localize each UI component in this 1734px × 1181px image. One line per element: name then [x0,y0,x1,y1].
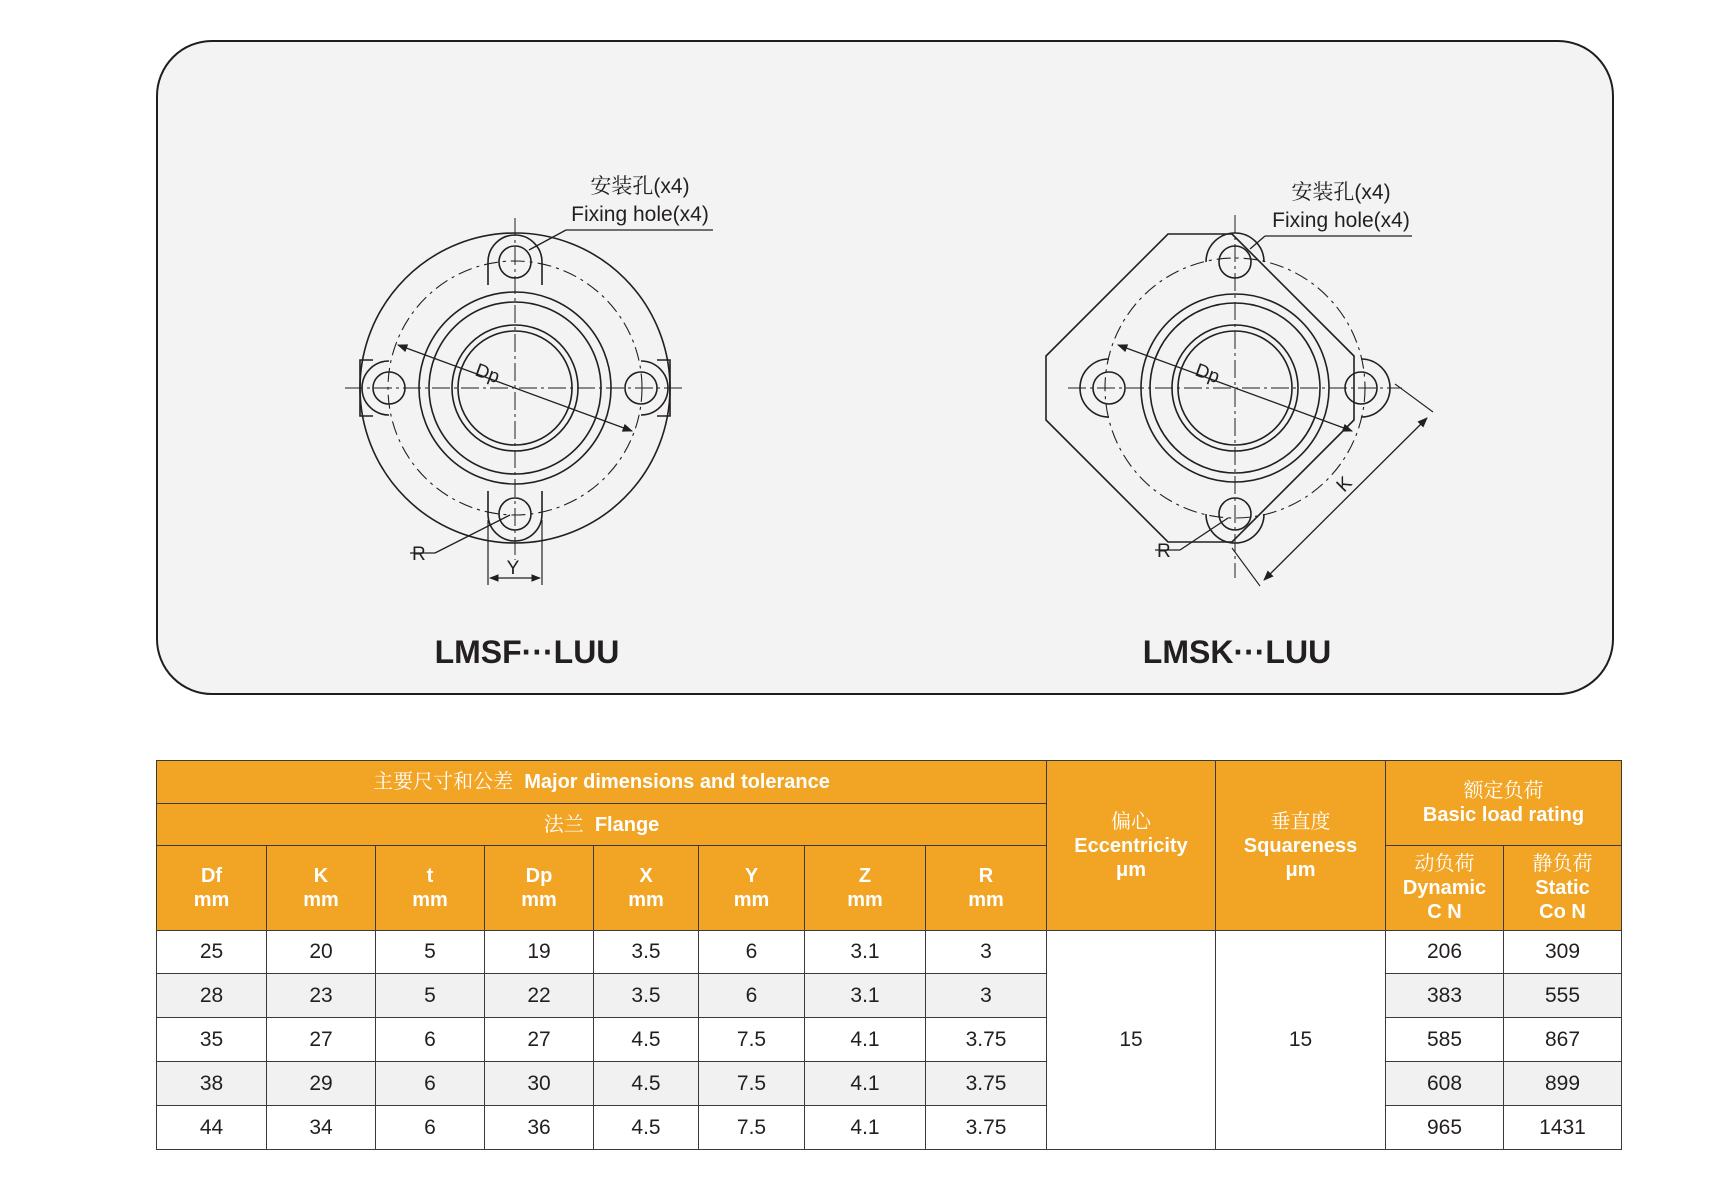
col-header-t: t mm [376,846,485,931]
lmsf-callout-en: Fixing hole(x4) [571,203,709,226]
lmsf-callout-cn: 安装孔(x4) [590,175,690,198]
col-header-y: Y mm [699,846,805,931]
lmsf-dim-dp: Dp [472,359,503,389]
lmsk-drawing [1046,215,1433,586]
col-header-df: Df mm [157,846,267,931]
squareness-header: 垂直度 Squareness μm [1216,761,1386,931]
spec-table [156,760,1622,1150]
lmsk-model-label: LMSK···LUU [1142,634,1332,670]
eccentricity-value: 15 [1047,931,1216,1150]
squareness-value: 15 [1216,931,1386,1150]
lmsk-dim-k: K [1332,472,1357,497]
lmsk-callout-en: Fixing hole(x4) [1272,209,1410,232]
table-row: 44 34 6 36 4.5 7.5 4.1 3.75 965 1431 [157,1106,1622,1150]
lmsf-drawing [345,218,713,585]
table-row: 38 29 6 30 4.5 7.5 4.1 3.75 608 899 [157,1062,1622,1106]
basic-load-rating-header: 额定负荷 Basic load rating [1386,761,1622,846]
major-dimensions-header: 主要尺寸和公差 Major dimensions and tolerance [157,761,1047,804]
lmsf-model-label: LMSF···LUU [434,634,620,670]
col-header-x: X mm [594,846,699,931]
eccentricity-header: 偏心 Eccentricity μm [1047,761,1216,931]
col-header-r: R mm [926,846,1047,931]
lmsk-dim-r: R [1157,541,1171,562]
lmsf-dim-r: R [412,544,426,565]
table-row: 28 23 5 22 3.5 6 3.1 3 383 555 [157,974,1622,1018]
col-header-z: Z mm [805,846,926,931]
col-header-dynamic: 动负荷 Dynamic C N [1386,846,1504,931]
table-row: 35 27 6 27 4.5 7.5 4.1 3.75 585 867 [157,1018,1622,1062]
lmsk-callout-cn: 安装孔(x4) [1291,181,1391,204]
col-header-k: K mm [267,846,376,931]
col-header-dp: Dp mm [485,846,594,931]
table-row: 25 20 5 19 3.5 6 3.1 3 15 15 206 309 [157,931,1622,974]
lmsk-dim-dp: Dp [1192,359,1223,389]
lmsf-dim-y: Y [506,558,520,579]
flange-header: 法兰 Flange [157,804,1047,846]
col-header-static: 静负荷 Static Co N [1504,846,1622,931]
